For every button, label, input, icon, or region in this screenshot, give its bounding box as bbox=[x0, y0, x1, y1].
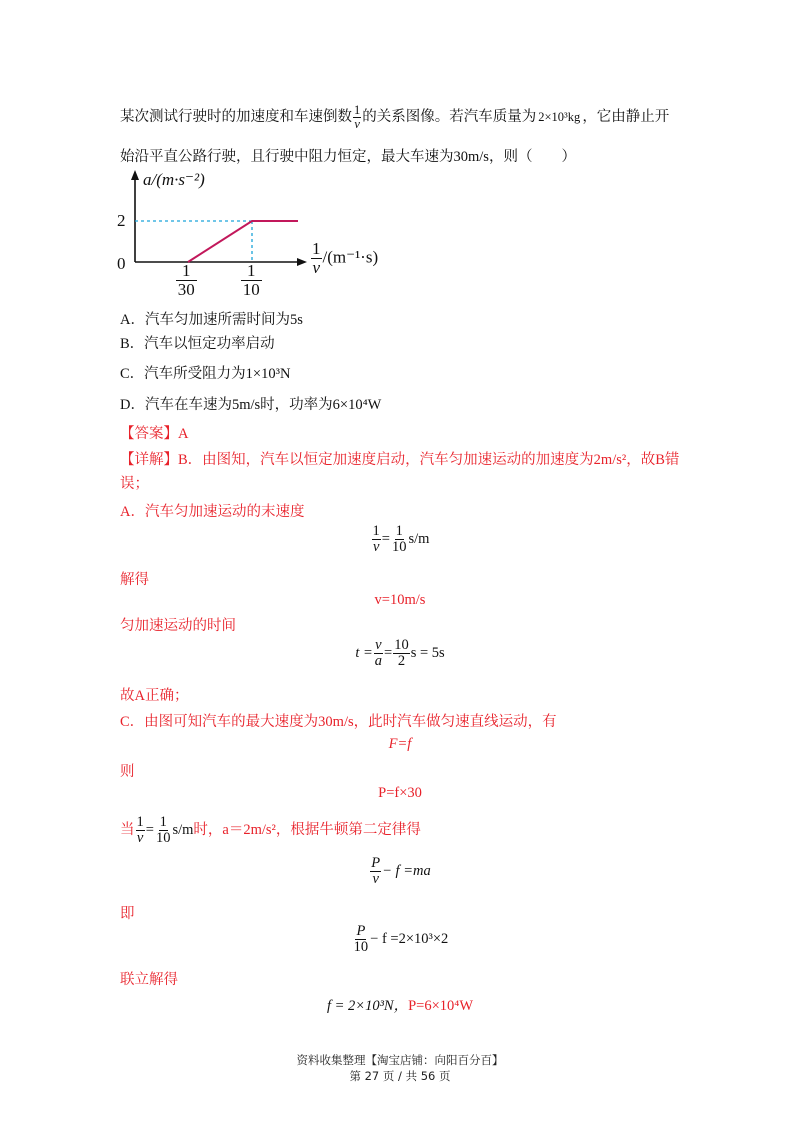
v-result: v=10m/s bbox=[374, 592, 426, 608]
solve-label-1: 解得 bbox=[120, 572, 149, 588]
page-number: 第 27 页 / 共 56 页 bbox=[349, 1069, 451, 1083]
x-axis-arrow bbox=[297, 258, 307, 266]
answer: 【答案】A bbox=[120, 426, 189, 442]
option-b: B．汽车以恒定功率启动 bbox=[120, 336, 275, 352]
equation-4: $\frac{P}{10}$ − f =2×10³×2 bbox=[353, 923, 449, 956]
analysis-b-line1: 【详解】B．由图知，汽车以恒定加速度启动，汽车匀加速运动的加速度为2m/s²，故B错 bbox=[120, 452, 680, 468]
y-tick-2: 2 bbox=[117, 211, 126, 230]
c-intro: C．由图可知汽车的最大速度为30m/s，此时汽车做匀速直线运动，有 bbox=[120, 714, 557, 730]
y-axis-arrow bbox=[131, 170, 139, 180]
mass-value: 2×10³kg bbox=[538, 109, 581, 124]
final-result: f = 2×10³N，P=6×10⁴W bbox=[326, 998, 474, 1014]
time-intro: 匀加速运动的时间 bbox=[120, 618, 236, 634]
y-axis-label: a/(m·s⁻²) bbox=[143, 170, 205, 189]
equation-1: $\frac{1}{v}$ = $\frac{1}{10}$ s/m bbox=[372, 523, 430, 556]
when-line: 当 $\frac{1}{v}$ = $\frac{1}{10}$ s/m时，a＝2m/s²，根据牛顿第二定律得 bbox=[120, 814, 421, 847]
P-equation: P=f×30 bbox=[378, 785, 422, 801]
option-a: A．汽车匀加速所需时间为5s bbox=[120, 312, 303, 328]
footer-source: 资料收集整理【淘宝店铺：向阳百分百】 bbox=[296, 1053, 504, 1067]
a-vs-inverse-v-line bbox=[188, 221, 298, 262]
x-axis-label: $\frac{1}{v}$ /(m⁻¹·s) bbox=[312, 239, 379, 277]
analysis-b-line2: 误； bbox=[120, 476, 149, 492]
question-line-2: 始沿平直公路行驶，且行驶中阻力恒定，最大车速为30m/s，则（ ） bbox=[120, 149, 576, 165]
a-correct: 故A正确； bbox=[120, 688, 189, 704]
equation-2: t = $\frac{v}{a}$ = $\frac{10}{2}$ s = 5s bbox=[355, 637, 445, 670]
option-d: D．汽车在车速为5m/s时，功率为6×10⁴W bbox=[120, 397, 382, 413]
x-tick-1-30: $\frac{1}{30}$ bbox=[177, 261, 195, 299]
combine-label: 联立解得 bbox=[120, 972, 178, 988]
origin-label: 0 bbox=[117, 254, 126, 273]
then-label: 则 bbox=[120, 764, 135, 780]
question-line-1: 某次测试行驶时的加速度和车速倒数 $\frac{1}{v}$ 的关系图像。若汽车质量为 2×10³kg ，它由静止开 bbox=[120, 103, 670, 132]
analysis-a-intro: A．汽车匀加速运动的末速度 bbox=[120, 504, 305, 520]
x-tick-1-10: $\frac{1}{10}$ bbox=[242, 261, 260, 299]
equation-3: $\frac{P}{v}$ − f =ma bbox=[371, 855, 431, 888]
that-is-label: 即 bbox=[120, 906, 135, 922]
F-equals-f: F=f bbox=[388, 736, 412, 752]
option-c: C．汽车所受阻力为1×10³N bbox=[120, 366, 291, 382]
inverse-v-fraction: $\frac{1}{v}$ bbox=[354, 103, 361, 132]
